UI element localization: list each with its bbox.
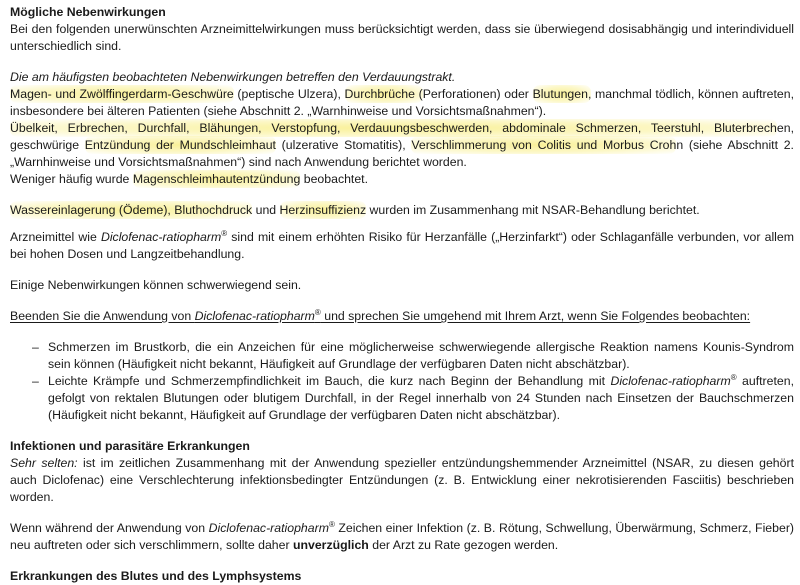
drug-name: Diclofenac-ratiopharm [100, 230, 222, 244]
drug-name: Diclofenac-ratiopharm [610, 374, 731, 388]
highlight-stomatitis: Entzündung der Mundschleimhaut [84, 138, 276, 152]
highlight-perforation: Durchbrüche ( [344, 87, 423, 101]
stop-warning: Beenden Sie die Anwendung von Diclofenac-ratiopharm® und sprechen Sie umgehend mit Ihrem Arzt, wenn Sie Folgendes beobachten: [10, 308, 751, 323]
digestive-intro: Die am häufigsten beobachteten Nebenwirkungen betreffen den Verdauungstrakt. [10, 70, 456, 84]
highlight-ulcers: Magen- und Zwölffingerdarm-Geschwüre [10, 87, 234, 101]
dash-bullet: – [32, 374, 39, 388]
list-item: – Leichte Krämpfe und Schmerzempfindlichkeit im Bauch, die kurz nach Beginn der Behandlung mit Diclofenac-ratiopharm® auftreten, gefolgt von rektalen Blutungen oder blutigem Durchfall, in der Regel innerhalb von 24 Stunden nach Einsetzen der Bauchschmerzen (Häufigkeit nicht bekannt, Häufigkeit auf Grundlage der verfügbaren Daten nicht abschätzbar). [32, 373, 795, 422]
digestive-paragraph: Magen- und Zwölffingerdarm-Geschwüre (peptische Ulzera), Durchbrüche (Perforationen) oder Blutungen, manchmal tödlich, können auftreten, insbesondere bei älteren Patienten (siehe Abschnitt 2. „Warnhinweise und Vorsichtsmaßnahmen“). Übelkeit, Erbrechen, Durchfall, Blähungen, Verstopfung, Verdauungsbeschwerden, abdominale Schmerzen, Teerstuhl, Bluterbrechen, geschwürige Entzündung der Mundschleimhaut (ulzerative Stomatitis), Verschlimmerung von Colitis und Morbus Crohn (siehe Abschnitt 2. „Warnhinweise und Vorsichtsmaßnahmen“) sind nach Anwendung berichtet worden. Weniger häufig wurde Magenschleimhautentzündung beobachtet. [10, 87, 795, 186]
infections-paragraph: Sehr selten: ist im zeitlichen Zusammenhang mit der Anwendung spezieller entzündungshemmender Arzneimittel (NSAR, zu diesen gehört auch Diclofenac) eine Verschlechterung infektionsbedingter Entzündungen (z. B. Entwicklung einer nekrotisierenden Fasciitis) beschrieben worden. [10, 456, 794, 504]
drug-name: Diclofenac-ratiopharm [194, 309, 315, 323]
highlight-edema: Wassereinlagerung (Ödeme), Bluthochdruck [10, 203, 253, 217]
list-item: – Schmerzen im Brustkorb, die ein Anzeichen für eine möglicherweise schwerwiegende allergische Reaktion namens Kounis-Syndrom sein können (Häufigkeit nicht bekannt, Häufigkeit auf Grundlage der verfügbaren Daten nicht abschätzbar). [32, 340, 794, 371]
highlight-heart-failure: Herzinsuffizienz [279, 203, 367, 217]
serious-note: Einige Nebenwirkungen können schwerwiegend sein. [10, 278, 302, 292]
warning-list [10, 339, 794, 424]
highlight-bleeding: Blutungen, [532, 87, 592, 101]
blood-heading: Erkrankungen des Blutes und des Lymphsystems [10, 569, 302, 583]
highlight-gi-symptoms: Übelkeit, Erbrechen, Durchfall, Blähungen, Verstopfung, Verdauungsbeschwerden, abdominale Schmerzen, Teerstuhl, Bluterbrech [10, 121, 777, 135]
side-effects-heading: Mögliche Nebenwirkungen [10, 5, 166, 19]
infections-heading: Infektionen und parasitäre Erkrankungen [10, 439, 250, 453]
emphasis-immediately: unverzüglich [292, 538, 369, 552]
drug-name: Diclofenac-ratiopharm [208, 521, 329, 535]
edema-paragraph: Wassereinlagerung (Ödeme), Bluthochdruck und Herzinsuffizienz wurden im Zusammenhang mit NSAR-Behandlung berichtet. [10, 203, 700, 217]
side-effects-intro: Bei den folgenden unerwünschten Arzneimittelwirkungen muss berücksichtigt werden, dass sie überwiegend dosisabhängig und interindividuell unterschiedlich sind. [10, 22, 794, 53]
dash-bullet: – [32, 340, 39, 354]
highlight-colitis: Verschlimmerung von Colitis und Morbus Croh [411, 138, 677, 152]
infection-advice-paragraph: Wenn während der Anwendung von Diclofenac-ratiopharm® Zeichen einer Infektion (z. B. Rötung, Schwellung, Überwärmung, Schmerz, Fieber) neu auftreten oder sich verschlimmern, sollte daher unverzüglich der Arzt zu Rate gezogen werden. [10, 520, 795, 552]
cardio-risk-paragraph: Arzneimittel wie Diclofenac-ratiopharm® sind mit einem erhöhten Risiko für Herzanfälle („Herzinfarkt“) oder Schlaganfälle verbunden, vor allem bei hohen Dosen und Langzeitbehandlung. [10, 229, 794, 261]
highlight-gastritis: Magenschleimhautentzündung [132, 172, 301, 186]
